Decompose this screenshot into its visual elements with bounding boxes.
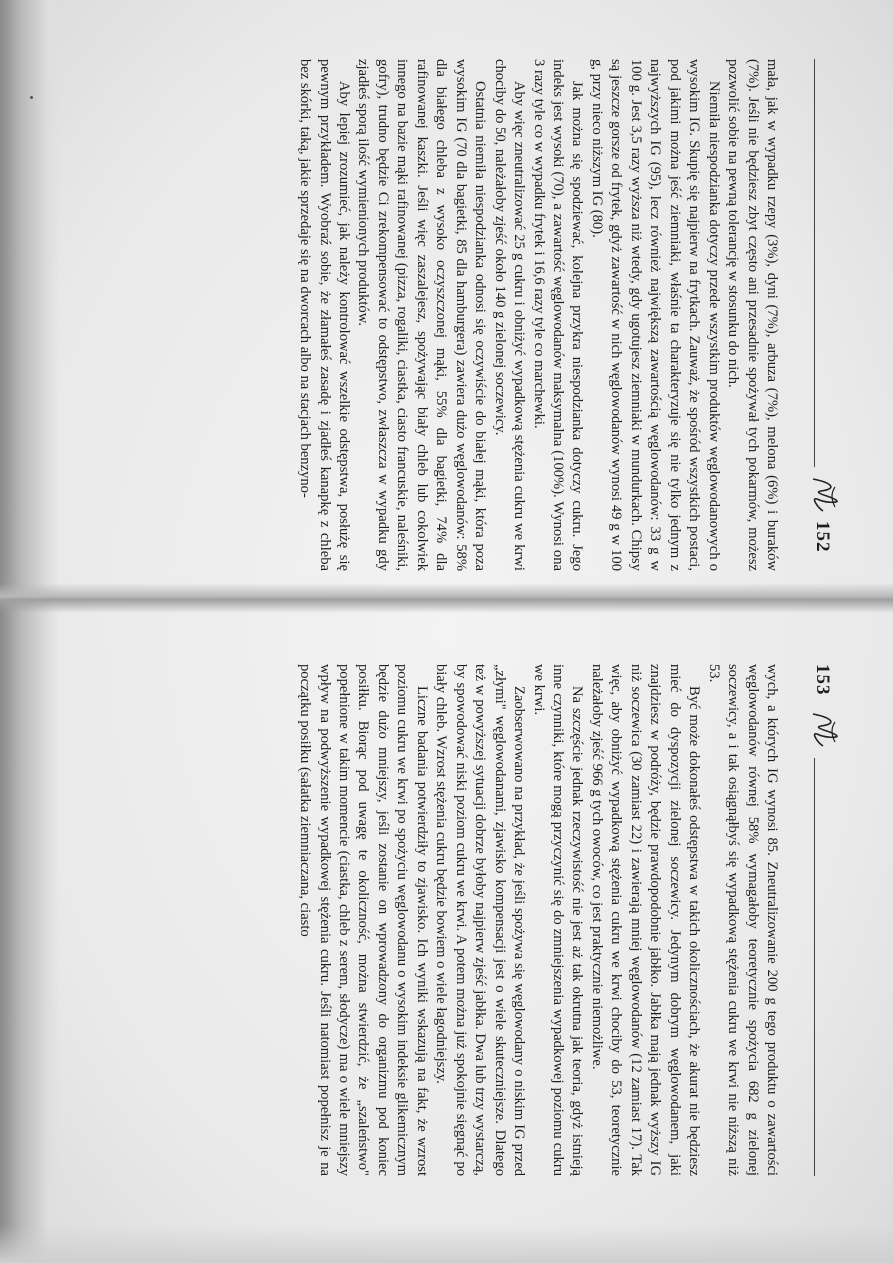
header-rule [814, 59, 815, 467]
page-152 [123, 45, 843, 585]
paragraph: mała, jak w wypadku rzepy (3%), dyni (7%), arbuza (7%), melona (6%) i buraków (7%). Jeśli nie będziesz zbyt często ani przesadnie spożywał tych pokarmów, możesz pozwolić sobie na pewną tolerancję w stosunku do nich. [725, 59, 780, 571]
header-rule [814, 758, 815, 1176]
page-153 [123, 650, 843, 1190]
page-number: 153 [812, 664, 833, 696]
paragraph: Niemiła niespodzianka dotyczy przede wszystkim produktów węglowodanowych o wysokim IG. Skupię się najpierw na frytkach. Zauważ, że spośród wszystkich postaci, pod jakimi można jeść ziemniaki, właśnie ta charakteryzuje się nie tylko jednym z najwyższych IG (95), lecz również największą zawartością węglowodanów: 33 g w 100 g. Jest 3,5 razy wyższa niż wtedy, gdy ugotujesz ziemniaki w mundurkach. Chipsy są jeszcze gorsze od frytek, gdyż zawartość w nich węglowodanów wynosi 49 g w 100 g, przy nieco niższym IG (80). [588, 59, 722, 571]
monogram-logo-icon [807, 708, 841, 750]
paragraph: Zaobserwowano na przykład, że jeśli spożywa się węglowodany o niskim IG przed „złymi" węglowodanami, zjawisko kompensacji jest o wiele skuteczniejsze. Dlatego też w powyższej sytuacji dobrze byłoby najpierw zjeść jabłka. Dwa lub trzy wystarczą, by spowodować niski poziom cukru we krwi. A potem można już spokojnie sięgnąć po biały chleb. Wzrost stężenia cukru będzie bowiem o wiele łagodniejszy. [433, 664, 528, 1176]
paragraph: Aby lepiej zrozumieć, jak należy kontrolować wszelkie odstępstwa, posłużę się pewnym przykładem. Wyobraź sobie, że złamałeś zasadę i zjadłeś kanapkę z chleba bez skórki, taką, jakie sprzedaje się na dworcach albo na stacjach benzyno- [297, 59, 353, 571]
page-body [295, 664, 781, 1176]
paragraph: Liczne badania potwierdziły to zjawisko. Ich wyniki wskazują na fakt, że wzrost poziomu cukru we krwi po spożyciu węglowodanu o wysokim indeksie glikemicznym będzie dużo mniejszy, jeśli zostanie on wprowadzony do organizmu pod koniec posiłku. Biorąc pod uwagę te okoliczność, można stwierdzić, że „szaleństwo" popełnione w takim momencie (ciastka, chleb z serem, słodycze) ma o wiele mniejszy wpływ na podwyższenie wypadkowej stężenia cukru. Jeśli natomiast popełnisz je na początku posiłku (sałatka ziemniaczana, ciasto [297, 664, 430, 1176]
dust-speck [30, 96, 33, 99]
page-body [295, 59, 781, 571]
page-number: 152 [812, 521, 833, 553]
scan-edge-shadow [0, 0, 60, 1263]
paragraph: wych, a których IG wynosi 85. Zneutralizowanie 200 g tego produktu o zawartości węglowodanów równej 58% wymagałoby teoretycznie spożycia 682 g zielonej soczewicy, a i tak osiągnąłbyś się wypadkową stężenia cukru we krwi nie niższą niż 53. [705, 664, 780, 1176]
book-gutter [0, 583, 893, 613]
paragraph: Ostatnia niemiła niespodzianka odnosi się oczywiście do białej mąki, która poza wysokim IG (70 dla bagietki, 85 dla hamburgera) zawiera dużo węglowodanów: 58% dla białego chleba z wysoko oczyszczonej mąki, 55% dla bagietki, 74% dla rafinowanej kaszki. Jeśli więc zaszalejesz, spożywając biały chleb lub cokolwiek innego na bazie mąki rafinowanej (pizza, rogaliki, ciastka, ciasto francuskie, naleśniki, gofry), trudno będzie Ci zrekompensować to odstępstwo, zwłaszcza w wypadku gdy zjadłeś sporą ilość wymienionych produktów. [355, 59, 489, 571]
paragraph: Być może dokonałeś odstępstwa w takich okolicznościach, że akurat nie będziesz mieć do dyspozycji zielonej soczewicy. Jedynym dobrym węglowodanem, jaki znajdziesz w podróży, będzie prawdopodobnie jabłko. Jabłka mają jednak wyższy IG niż soczewica (30 zamiast 22) i zawierają mniej węglowodanów (12 zamiast 17). Tak więc, aby obniżyć wypadkową stężenia cukru we krwi chociby do 53, teoretycznie należałoby zjeść 966 g tych owoców, co jest praktycznie niemożliwe. [588, 664, 703, 1176]
paragraph: Aby więc zneutralizować 25 g cukru i obniżyć wypadkową stężenia cukru we krwi chociby do 50, należałoby zjeść około 140 g zielonej soczewicy. [491, 59, 528, 571]
monogram-logo-icon [807, 473, 841, 515]
paragraph: Na szczęście jednak rzeczywistość nie jest aż tak okrutna jak teoria, gdyż istnieją inne czynniki, które mogą przyczynić się do zmniejszenia wypadkowej poziomu cukru we krwi. [530, 664, 586, 1176]
scan-bottom-edge [0, 1225, 893, 1263]
paragraph: Jak można się spodziewać, kolejna przykra niespodzianka dotyczy cukru. Jego indeks jest wysoki (70), a zawartość węglowodanów maksymalna (100%). Wynosi ona 3 razy tyle co w wypadku frytek i 16,6 razy tyle co marchewki. [530, 59, 586, 571]
